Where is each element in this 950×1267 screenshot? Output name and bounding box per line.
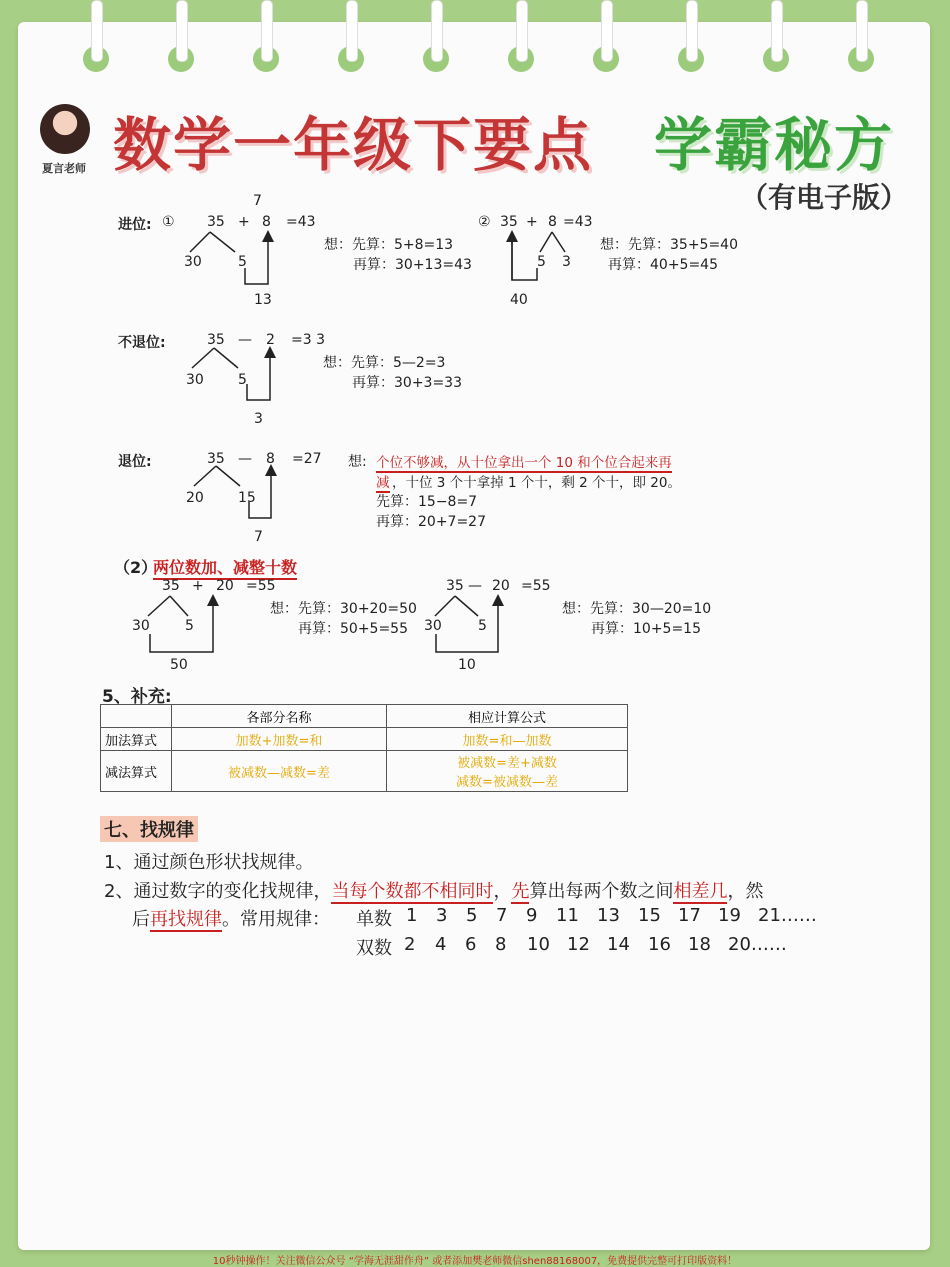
no-borrow-eq: =3 3 (291, 332, 325, 348)
no-borrow-b: 2 (266, 332, 275, 348)
carry-ex1-think: 想：先算：5+8=13 (324, 237, 454, 253)
table-row-label: 加法算式 (101, 728, 172, 751)
borrow-s1: 20 (186, 490, 204, 506)
carry-ex1-eq: =43 (286, 214, 316, 230)
carry-label: 进位: (118, 217, 152, 233)
table-row-label: 减法算式 (101, 751, 172, 792)
table-row (101, 728, 628, 751)
borrow-think-rest: ，十位 3 个十拿掉 1 个十，剩 2 个十，即 20。 (392, 475, 681, 491)
carry-ex2-num: ② (478, 214, 491, 230)
even-value: 12 (567, 934, 590, 955)
borrow-think-prefix: 想: (348, 454, 367, 470)
pattern-line2-red3: 相差几 (673, 881, 728, 902)
teacher-avatar (40, 104, 90, 154)
carry-ex1-s1: 30 (184, 254, 202, 270)
odd-value: 15 (638, 905, 661, 926)
pattern-line2 (104, 877, 763, 903)
borrow-a: 35 (207, 451, 225, 467)
carry-ex2-s2: 3 (562, 254, 571, 270)
pattern-line2-red2: 先 (511, 881, 530, 902)
even-value: 18 (688, 934, 711, 955)
borrow-b: 8 (266, 451, 275, 467)
even-value: 6 (465, 934, 477, 955)
tens-ex1-s2: 5 (185, 618, 194, 634)
carry-ex2-s1: 5 (537, 254, 546, 270)
tens-ex1-op: + (192, 578, 204, 594)
tens-ex1-think: 想：先算：30+20=50 (270, 601, 417, 617)
tens-ex1-b: 20 (216, 578, 234, 594)
odd-value: 21…… (758, 905, 817, 926)
pattern-line2-c: 算出每两个数之间 (529, 881, 674, 902)
tens-ex2-then: 再算：10+5=15 (591, 621, 701, 637)
no-borrow-a: 35 (207, 332, 225, 348)
pattern-line2-b: ， (493, 881, 512, 902)
pattern-line2-d: ，然 (727, 881, 764, 902)
borrow-then: 再算：20+7=27 (376, 514, 486, 530)
carry-ex2-bottom: 40 (510, 292, 528, 308)
even-value: 4 (435, 934, 447, 955)
carry-ex1-op: + (238, 214, 250, 230)
pattern-line3-red: 再找规律 (150, 909, 222, 930)
carry-ex1-b: 8 (262, 214, 271, 230)
table-row (101, 751, 628, 792)
table-cell: 加数=和—加数 (387, 728, 628, 751)
carry-ex2-op: + (526, 214, 538, 230)
tens-ex2-op: — (468, 578, 482, 594)
pattern-line2-red: 当每个数都不相同时 (331, 881, 494, 902)
subtitle: （有电子版） (740, 181, 909, 214)
borrow-bottom: 7 (254, 529, 263, 545)
carry-ex1-a: 35 (207, 214, 225, 230)
no-borrow-s1: 30 (186, 372, 204, 388)
avatar-label: 夏言老师 (42, 162, 86, 175)
table-cell: 被减数=差+减数 (457, 756, 557, 771)
table-cell: 被减数—减数=差 (172, 751, 387, 792)
even-value: 20…… (728, 934, 787, 955)
carry-ex2-then: 再算：40+5=45 (608, 257, 718, 273)
pattern-title: 七、找规律 (100, 816, 198, 842)
tens-ex2-a: 35 (446, 578, 464, 594)
tens-ex2-think: 想：先算：30—20=10 (562, 601, 712, 617)
tens-ex1-s1: 30 (132, 618, 150, 634)
borrow-eq: =27 (292, 451, 322, 467)
no-borrow-s2: 5 (238, 372, 247, 388)
no-borrow-bottom: 3 (254, 411, 263, 427)
carry-ex1-num: ① (162, 214, 175, 230)
table-cell: 加数+加数=和 (172, 728, 387, 751)
carry-ex1-bottom: 13 (254, 292, 272, 308)
carry-ex1-top7: 7 (253, 193, 262, 209)
tens-ex1-then: 再算：50+5=55 (298, 621, 408, 637)
table-header: 各部分名称 (172, 705, 387, 728)
no-borrow-then: 再算：30+3=33 (352, 375, 462, 391)
pattern-line1: 1、通过颜色形状找规律。 (104, 852, 314, 873)
tens-ex2-bottom: 10 (458, 657, 476, 673)
carry-ex2-think: 想：先算：35+5=40 (600, 237, 738, 253)
tens-ex1-bottom: 50 (170, 657, 188, 673)
odd-value: 19 (718, 905, 741, 926)
borrow-think-red1: 个位不够减，从十位拿出一个 10 和个位合起来再 (376, 451, 672, 473)
odd-value: 7 (496, 905, 508, 926)
tens-ex1-a: 35 (162, 578, 180, 594)
odd-value: 9 (526, 905, 538, 926)
even-value: 10 (527, 934, 550, 955)
odd-value: 11 (556, 905, 579, 926)
tens-ex2-s1: 30 (424, 618, 442, 634)
title-green: 学霸秘方 (654, 111, 895, 179)
odd-value: 3 (436, 905, 448, 926)
odd-value: 17 (678, 905, 701, 926)
carry-ex2-eq: =43 (563, 214, 593, 230)
tens-num: （2） (114, 558, 158, 577)
carry-ex1-s2: 5 (238, 254, 247, 270)
table-cell-stack (387, 751, 628, 792)
odd-value: 5 (466, 905, 478, 926)
borrow-label: 退位: (118, 454, 152, 470)
tens-ex2-s2: 5 (478, 618, 487, 634)
pattern-line3-a: 后 (132, 909, 150, 930)
pattern-line3 (132, 905, 330, 931)
odd-value: 1 (406, 905, 418, 926)
tens-ex1-eq: =55 (246, 578, 276, 594)
borrow-first: 先算：15−8=7 (376, 494, 478, 510)
even-value: 16 (648, 934, 671, 955)
odd-label: 单数 (356, 909, 392, 930)
title-red: 数学一年级下要点 (113, 111, 594, 179)
carry-ex1-then: 再算：30+13=43 (353, 257, 472, 273)
carry-ex2-a: 35 (500, 214, 518, 230)
table-header-row (101, 705, 628, 728)
no-borrow-think: 想：先算：5—2=3 (323, 355, 446, 371)
footer-notice: 10秒钟操作！关注微信公众号 “学海无涯甜作舟” 或者添加樊老师微信shen88168007，免费提供完整可打印版资料！ (212, 1256, 738, 1267)
borrow-op: — (238, 451, 252, 467)
tens-ex2-b: 20 (492, 578, 510, 594)
supplement-table (100, 704, 628, 792)
pattern-line2-a: 2、通过数字的变化找规律， (104, 881, 332, 902)
tens-ex2-eq: =55 (521, 578, 551, 594)
odd-value: 13 (597, 905, 620, 926)
table-header: 相应计算公式 (387, 705, 628, 728)
carry-ex2-b: 8 (548, 214, 557, 230)
even-label: 双数 (356, 938, 392, 959)
even-value: 14 (607, 934, 630, 955)
borrow-s2: 15 (238, 490, 256, 506)
table-corner (101, 705, 172, 728)
no-borrow-op: — (238, 332, 252, 348)
supplement-title: 5、补充: (102, 687, 172, 707)
pattern-line3-b: 。常用规律： (222, 909, 330, 930)
borrow-think-red2: 减 (376, 471, 390, 493)
tens-title: 两位数加、减整十数 (153, 555, 297, 580)
even-value: 8 (495, 934, 507, 955)
even-value: 2 (404, 934, 416, 955)
table-cell: 减数=被减数—差 (456, 775, 558, 790)
no-borrow-label: 不退位: (118, 335, 166, 351)
